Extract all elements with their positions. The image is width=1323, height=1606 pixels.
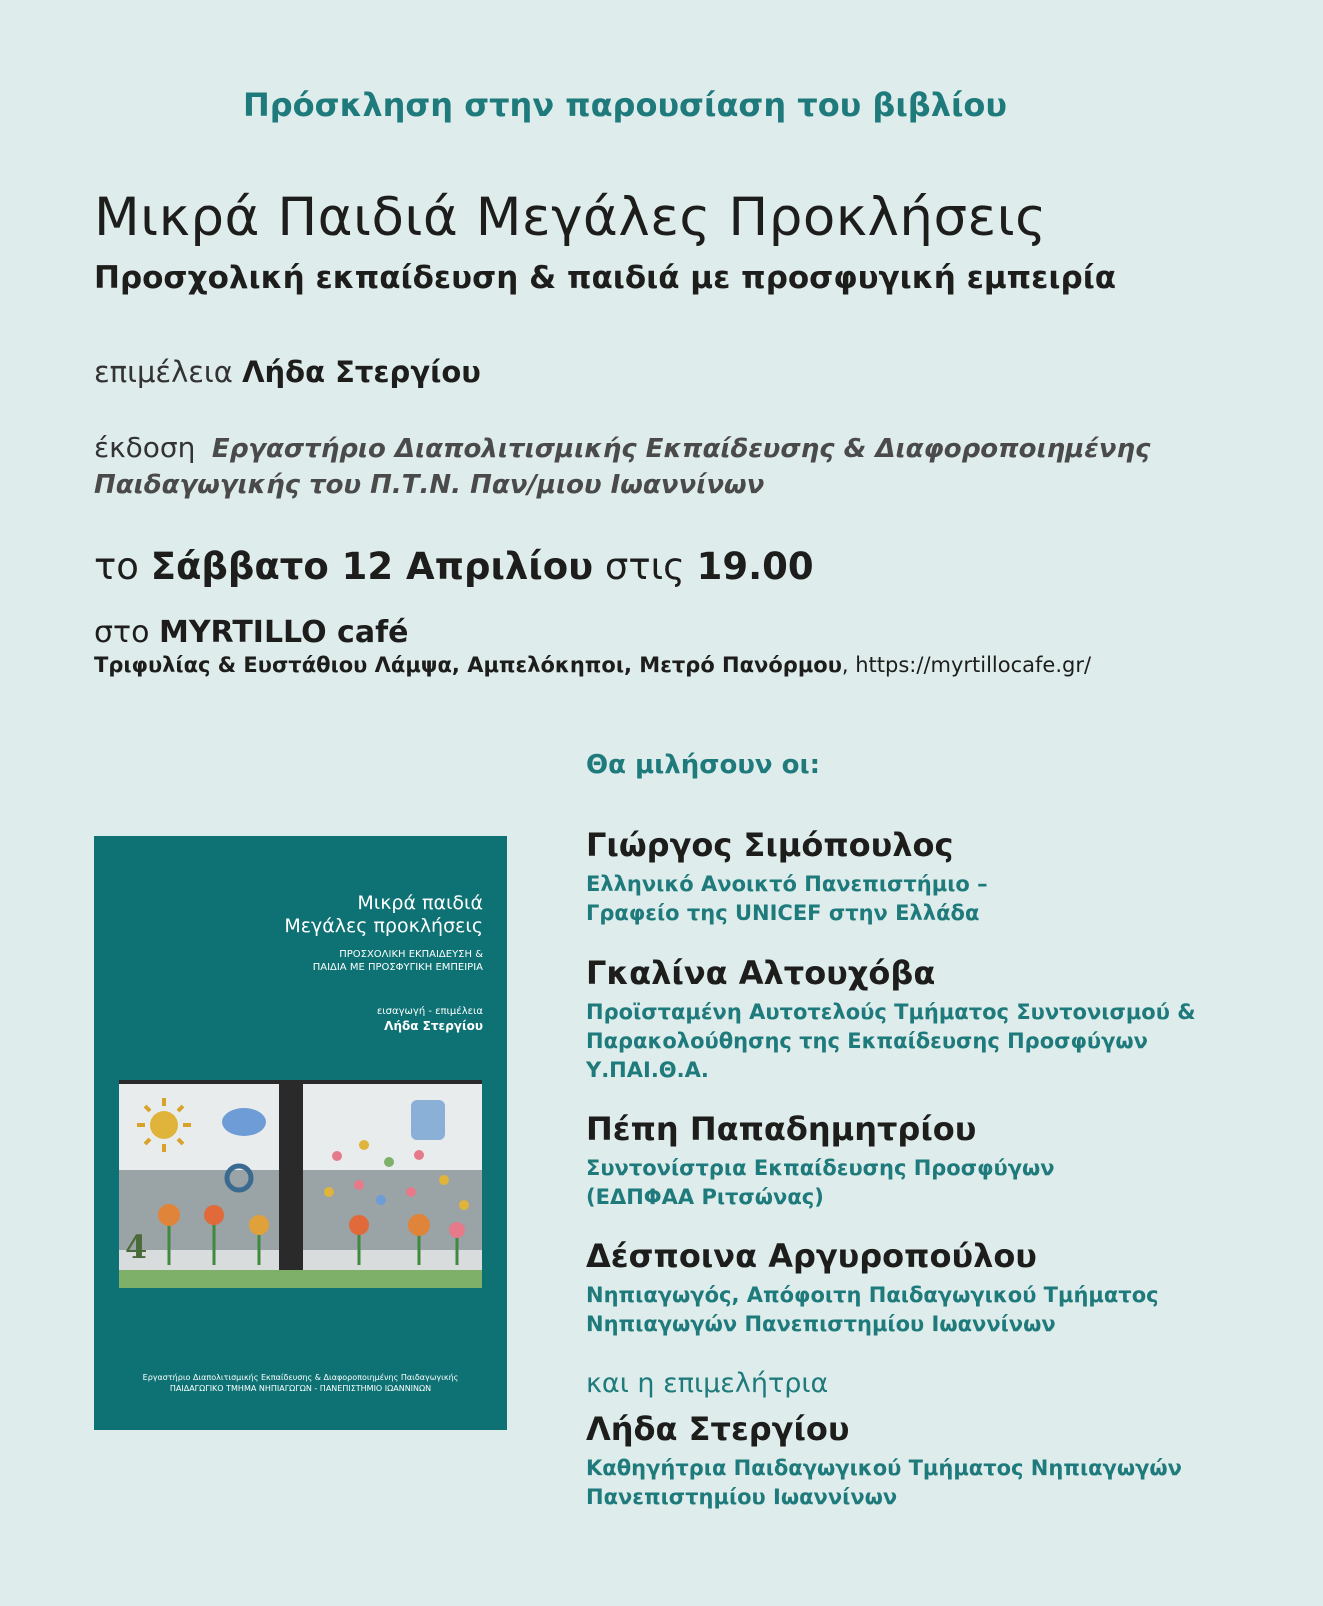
editor-label: επιμέλεια [94,355,233,389]
event-date: Σάββατο 12 Απριλίου [150,545,594,588]
speaker-3 [586,1110,1055,1212]
venue-url[interactable]: , https://myrtillocafe.gr/ [841,653,1092,677]
venue-address: Τριφυλίας & Ευστάθιου Λάμψα, Αμπελόκηποι, Μετρό Πανόρμου [94,653,842,677]
book-title: Μικρά Παιδιά Μεγάλες Προκλήσεις [94,187,1047,248]
speaker-editor [586,1410,1182,1512]
cover-photo [119,1080,482,1288]
cover-publisher-line1: Εργαστήριο Διαπολιτισμικής Εκπαίδευσης & Διαφοροποιημένης Παιδαγωγικής [142,1373,459,1382]
speaker-affiliation [586,1154,1055,1212]
book-cover [94,836,507,1430]
cover-title [284,892,483,938]
venue-name: MYRTILLO café [158,615,409,650]
speaker-1 [586,826,988,928]
affiliation-line: Υ.ΠΑΙ.Θ.Α. [586,1058,709,1082]
cover-subtitle-line1: ΠΡΟΣΧΟΛΙΚΗ ΕΚΠΑΙΔΕΥΣΗ & [339,949,483,960]
window-frame [279,1080,303,1288]
and-editor-label: και η επιμελήτρια [586,1368,829,1399]
event-datetime [94,545,814,588]
invitation-heading: Πρόσκληση στην παρουσίαση του βιβλίου [242,86,1008,124]
speaker-affiliation [586,1281,1159,1339]
grass-drawing [119,1270,482,1288]
publisher-label: έκδοση [94,431,196,464]
publisher-name: Εργαστήριο Διαπολιτισμικής Εκπαίδευσης & Διαφοροποιημένης Παιδαγωγικής του Π.Τ.Ν. Παν/μιου Ιωαννίνων [94,434,1151,500]
cover-number: 4 [125,1228,148,1266]
cover-title-line2: Μεγάλες προκλήσεις [284,915,483,937]
speaker-affiliation [586,1454,1182,1512]
affiliation-line: Ελληνικό Ανοικτό Πανεπιστήμιο – [586,872,988,896]
cover-title-line1: Μικρά παιδιά [357,892,483,914]
speaker-2 [586,954,1196,1085]
speaker-name: Λήδα Στεργίου [586,1410,850,1448]
cover-publisher-line2: ΠΑΙΔΑΓΩΓΙΚΟ ΤΜΗΜΑ ΝΗΠΙΑΓΩΓΩΝ - ΠΑΝΕΠΙΣΤΗΜΙΟ ΙΩΑΝΝΙΝΩΝ [169,1384,432,1393]
affiliation-line: Γραφείο της UNICEF στην Ελλάδα [586,901,980,925]
speaker-4 [586,1237,1159,1339]
venue-prefix: στο [94,615,150,650]
speaker-name: Γκαλίνα Αλτουχόβα [586,954,936,992]
cover-intro: εισαγωγή - επιμέλεια [376,1006,483,1017]
affiliation-line: Πανεπιστημίου Ιωαννίνων [586,1485,898,1509]
speaker-affiliation [586,998,1196,1085]
date-prefix: το [94,545,139,588]
cover-subtitle [313,948,483,974]
event-time: 19.00 [696,545,814,588]
speaker-name: Γιώργος Σιμόπουλος [586,826,954,864]
editor-line [94,355,481,389]
cover-subtitle-line2: ΠΑΙΔΙΑ ΜΕ ΠΡΟΣΦΥΓΙΚΗ ΕΜΠΕΙΡΙΑ [312,962,483,973]
cover-editor: Λήδα Στεργίου [384,1019,483,1033]
jug-drawing [411,1100,445,1140]
affiliation-line: Προϊσταμένη Αυτοτελούς Τμήματος Συντονισμού & [586,1000,1196,1024]
cover-publisher [94,1372,507,1394]
venue-line [94,615,408,650]
time-prefix: στις [604,545,685,588]
speakers-heading: Θα μιλήσουν οι: [586,750,821,780]
affiliation-line: Συντονίστρια Εκπαίδευσης Προσφύγων [586,1156,1055,1180]
affiliation-line: Καθηγήτρια Παιδαγωγικού Τμήματος Νηπιαγωγών [586,1456,1182,1480]
affiliation-line: Νηπιαγωγός, Απόφοιτη Παιδαγωγικού Τμήματος [586,1283,1159,1307]
editor-name: Λήδα Στεργίου [242,355,481,389]
speaker-affiliation [586,870,988,928]
cloud-drawing [222,1108,266,1136]
affiliation-line: (ΕΔΠΦΑΑ Ριτσώνας) [586,1185,824,1209]
affiliation-line: Παρακολούθησης της Εκπαίδευσης Προσφύγων [586,1029,1148,1053]
publisher-line [94,430,1254,503]
venue-address-line [94,653,1091,677]
speaker-name: Πέπη Παπαδημητρίου [586,1110,977,1148]
speaker-name: Δέσποινα Αργυροπούλου [586,1237,1037,1275]
affiliation-line: Νηπιαγωγών Πανεπιστημίου Ιωαννίνων [586,1312,1056,1336]
book-subtitle: Προσχολική εκπαίδευση & παιδιά με προσφυγική εμπειρία [94,260,1117,296]
